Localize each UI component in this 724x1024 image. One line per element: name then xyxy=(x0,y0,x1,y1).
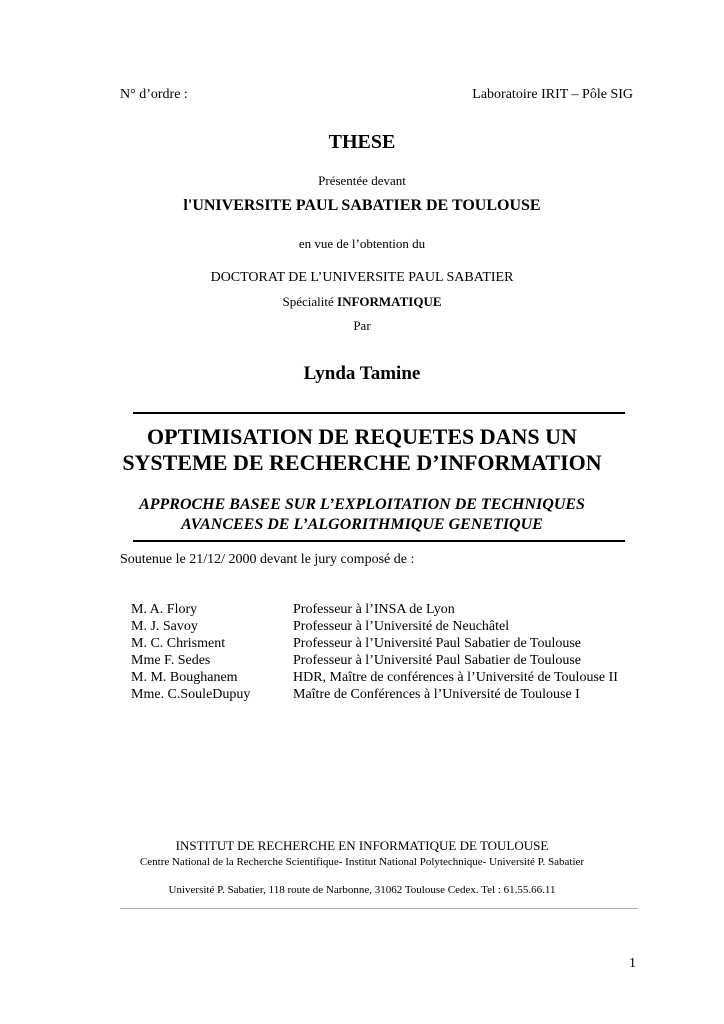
author-name: Lynda Tamine xyxy=(303,363,421,384)
jury-member-name: M. J. Savoy xyxy=(131,619,198,634)
order-number-label: N° d’ordre : xyxy=(120,87,188,102)
document-type: THESE xyxy=(328,131,396,153)
jury-row xyxy=(131,635,618,652)
thesis-subtitle xyxy=(0,495,724,535)
obtention-text: en vue de l’obtention du xyxy=(298,236,426,251)
jury-row xyxy=(131,618,618,635)
thesis-title-line-2: SYSTEME DE RECHERCHE D’INFORMATION xyxy=(122,450,602,475)
thesis-title xyxy=(0,424,724,476)
doctorate-title: DOCTORAT DE L’UNIVERSITE PAUL SABATIER xyxy=(210,270,514,285)
jury-member-role: Professeur à l’Université de Neuchâtel xyxy=(293,619,510,634)
university-name: l'UNIVERSITE PAUL SABATIER DE TOULOUSE xyxy=(183,197,541,214)
jury-member-name: Mme F. Sedes xyxy=(131,653,211,668)
jury-row xyxy=(131,652,618,669)
jury-member-name: M. A. Flory xyxy=(131,602,198,617)
page-number: 1 xyxy=(629,956,636,971)
specialty-label: Spécialité xyxy=(282,294,338,309)
jury-member-name: M. M. Boughanem xyxy=(131,670,238,685)
jury-row xyxy=(131,686,618,703)
title-divider-top xyxy=(133,412,625,414)
footer-divider xyxy=(120,908,638,909)
jury-member-role: Professeur à l’Université Paul Sabatier de Toulouse xyxy=(293,636,582,651)
thesis-subtitle-line-2: AVANCEES DE L’ALGORITHMIQUE GENETIQUE xyxy=(181,516,543,533)
jury-member-role: Professeur à l’INSA de Lyon xyxy=(293,602,455,617)
jury-member-role: HDR, Maître de conférences à l’Université de Toulouse II xyxy=(293,670,618,685)
thesis-title-line-1: OPTIMISATION DE REQUETES DANS UN xyxy=(147,424,577,449)
specialty-value: INFORMATIQUE xyxy=(337,294,442,309)
partner-institutions: Centre National de la Recherche Scientifique- Institut National Polytechnique- Université P. Sabatier xyxy=(139,856,585,868)
institute-address: Université P. Sabatier, 118 route de Narbonne, 31062 Toulouse Cedex. Tel : 61.55.66.11 xyxy=(168,884,556,896)
jury-member-name: Mme. C.SouleDupuy xyxy=(131,687,251,702)
thesis-subtitle-line-1: APPROCHE BASEE SUR L’EXPLOITATION DE TECHNIQUES xyxy=(139,496,585,513)
jury-list xyxy=(131,601,618,703)
jury-member-name: M. C. Chrisment xyxy=(131,636,226,651)
jury-row xyxy=(131,601,618,618)
defense-statement: Soutenue le 21/12/ 2000 devant le jury composé de : xyxy=(120,552,415,567)
institute-name: INSTITUT DE RECHERCHE EN INFORMATIQUE DE TOULOUSE xyxy=(175,838,549,853)
jury-row xyxy=(131,669,618,686)
presented-text: Présentée devant xyxy=(318,173,406,188)
jury-member-role: Maître de Conférences à l’Université de Toulouse I xyxy=(293,687,580,702)
jury-member-role: Professeur à l’Université Paul Sabatier de Toulouse xyxy=(293,653,582,668)
by-text: Par xyxy=(353,318,371,333)
laboratory-label: Laboratoire IRIT – Pôle SIG xyxy=(472,87,633,102)
title-divider-bottom xyxy=(133,540,625,542)
specialty-line xyxy=(0,294,724,310)
